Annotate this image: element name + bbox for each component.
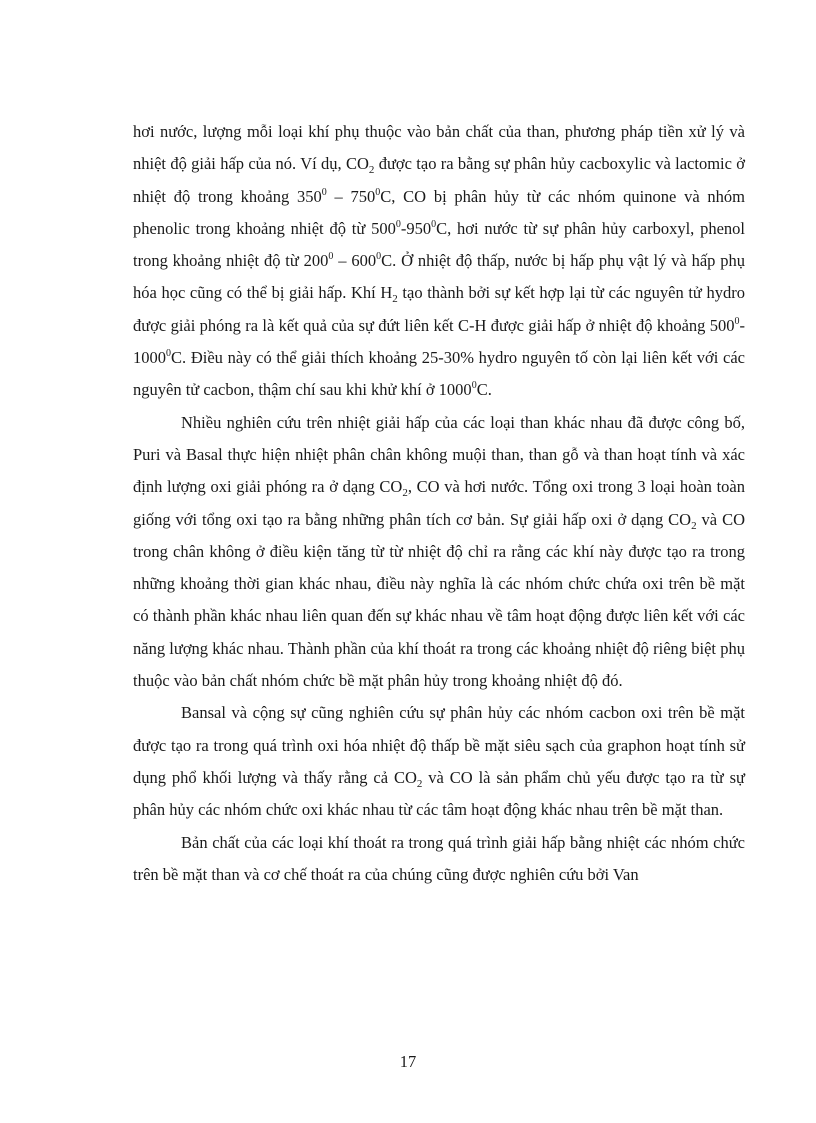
text-run: được tạo ra bằng sự phân hủy cacboxylic và lactomic ở nhiệt độ trong khoảng 350 [133,154,745,206]
text-run: Bansal và cộng sự cũng nghiên cứu sự phân hủy các nhóm cacbon oxi trên bề mặt được tạo ra trong quá trình oxi hóa nhiệt độ thấp bề mặt siêu sạch của graphon hoạt tính sử dụng phổ khối lượng và thấy rằng cả CO [133,703,745,787]
subscript: 2 [392,293,398,306]
text-run: -1000 [133,315,745,368]
text-run: và CO trong chân không ở điều kiện tăng từ từ nhiệt độ chỉ ra rằng các khí này được tạo ra trong những khoảng thời gian khác nhau, điều này nghĩa là các nhóm chức chứa oxi trên bề mặt có thành phần khác nhau liên quan đến sự khác nhau về tâm hoạt động được liên kết với các năng lượng khác nhau. Thành phần của khí thoát ra trong các khoảng nhiệt độ riêng biệt phụ thuộc vào bản chất nhóm chức bề mặt phân hủy trong khoảng nhiệt độ đó. [133,509,746,691]
paragraph-3 [133,697,745,826]
superscript: 0 [321,186,327,198]
superscript: 0 [376,251,382,263]
superscript: 0 [431,218,437,230]
text-run: C. Điều này có thể giải thích khoảng 25-30% hydro nguyên tố còn lại liên kết với các nguyên tử cacbon, thậm chí sau khi khử khí ở 1000 [133,348,745,400]
text-run: Nhiều nghiên cứu trên nhiệt giải hấp của các loại than khác nhau đã được công bố, Puri và Basal thực hiện nhiệt phân chân không muội than, than gỗ và than hoạt tính và xác định lượng oxi giải phóng ra ở dạng CO [133,412,745,497]
subscript: 2 [368,164,375,177]
paragraph-1 [133,116,745,407]
superscript: 0 [395,218,401,230]
text-run: C. [476,380,492,400]
subscript: 2 [402,487,408,500]
paragraph-4 [133,827,745,892]
text-run: – 750 [326,186,376,206]
text-run: C, hơi nước từ sự phân hủy carboxyl, phenol trong khoảng nhiệt độ từ 200 [133,218,745,271]
page-number: 17 [399,1052,417,1071]
text-run: C. Ở nhiệt độ thấp, nước bị hấp phụ vật lý và hấp phụ hóa học cũng có thể bị giải hấp. Khí H [133,251,746,303]
superscript: 0 [166,348,171,360]
subscript: 2 [416,777,423,790]
text-run: Bản chất của các loại khí thoát ra trong quá trình giải hấp bằng nhiệt các nhóm chức trên bề mặt than và cơ chế thoát ra của chúng cũng được nghiên cứu bởi Van [133,832,745,884]
text-run: và CO là sản phẩm chủ yếu được tạo ra từ sự phân hủy các nhóm chức oxi khác nhau từ các tâm hoạt động khác nhau trên bề mặt than. [133,767,745,820]
text-run: tạo thành bởi sự kết hợp lại từ các nguyên tử hydro được giải phóng ra là kết quả của sự đứt liên kết C-H được giải hấp ở nhiệt độ khoảng 500 [133,283,745,335]
subscript: 2 [691,519,697,532]
text-run: C, CO bị phân hủy từ các nhóm quinone và nhóm phenolic trong khoảng nhiệt độ từ 500 [133,186,745,238]
text-run: , CO và hơi nước. Tổng oxi trong 3 loại hoàn toàn giống với tổng oxi tạo ra bằng những phân tích cơ bản. Sự giải hấp oxi ở dạng CO [133,477,746,529]
text-run: hơi nước, lượng mỗi loại khí phụ thuộc vào bản chất của than, phương pháp tiền xử lý và nhiệt độ giải hấp của nó. Ví dụ, CO [133,122,745,174]
superscript: 0 [734,315,740,327]
document-body [133,116,745,891]
text-run: -950 [400,218,432,238]
superscript: 0 [471,380,477,392]
text-run: – 600 [333,251,377,271]
superscript: 0 [375,186,381,198]
paragraph-2 [133,407,745,698]
superscript: 0 [328,251,334,263]
